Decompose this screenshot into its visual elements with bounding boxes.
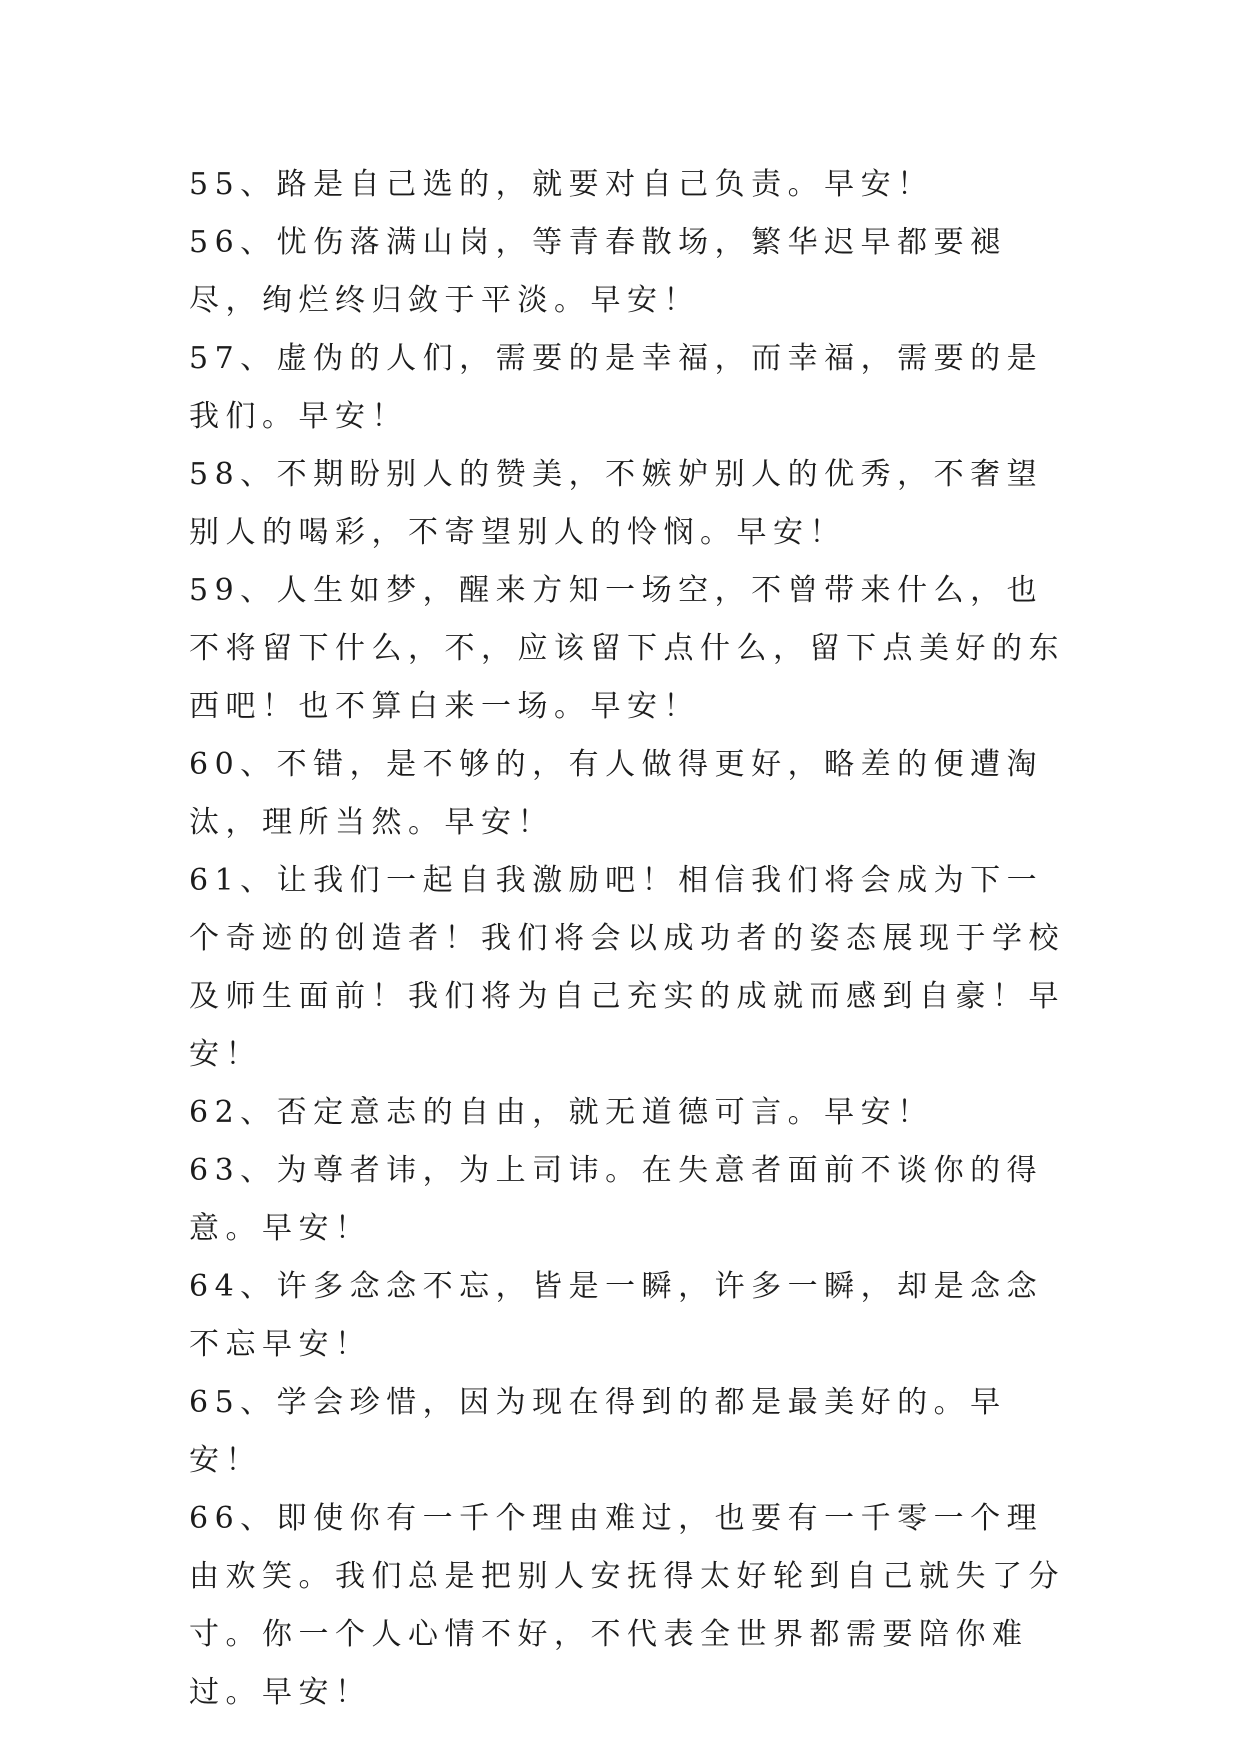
quote-61: 61、让我们一起自我激励吧！相信我们将会成为下一个奇迹的创造者！我们将会以成功者的姿态展现于学校及师生面前！我们将为自己充实的成就而感到自豪！早安！ [189,863,1065,1072]
quote-60: 60、不错，是不够的，有人做得更好，略差的便遭淘汰，理所当然。早安！ [189,747,1044,840]
quote-62: 62、否定意志的自由，就无道德可言。早安！ [189,1095,934,1130]
quote-63: 63、为尊者讳，为上司讳。在失意者面前不谈你的得意。早安！ [189,1153,1044,1246]
quote-66: 66、即使你有一千个理由难过，也要有一千零一个理由欢笑。我们总是把别人安抚得太好轮到自己就失了分寸。你一个人心情不好，不代表全世界都需要陪你难过。早安！ [189,1501,1065,1710]
quote-57: 57、虚伪的人们，需要的是幸福，而幸福，需要的是我们。早安！ [189,341,1044,434]
quote-56: 56、忧伤落满山岗，等青春散场，繁华迟早都要褪尽，绚烂终归敛于平淡。早安！ [189,225,1007,318]
quote-58: 58、不期盼别人的赞美，不嫉妒别人的优秀，不奢望别人的喝彩，不寄望别人的怜悯。早安！ [189,457,1044,550]
quote-64: 64、许多念念不忘，皆是一瞬，许多一瞬，却是念念不忘早安！ [189,1269,1044,1362]
quote-list [189,156,1069,1722]
quote-59: 59、人生如梦，醒来方知一场空，不曾带来什么，也不将留下什么，不，应该留下点什么，留下点美好的东西吧！也不算白来一场。早安！ [189,573,1065,724]
quote-55: 55、路是自己选的，就要对自己负责。早安！ [189,167,934,202]
quote-65: 65、学会珍惜，因为现在得到的都是最美好的。早安！ [189,1385,1007,1478]
